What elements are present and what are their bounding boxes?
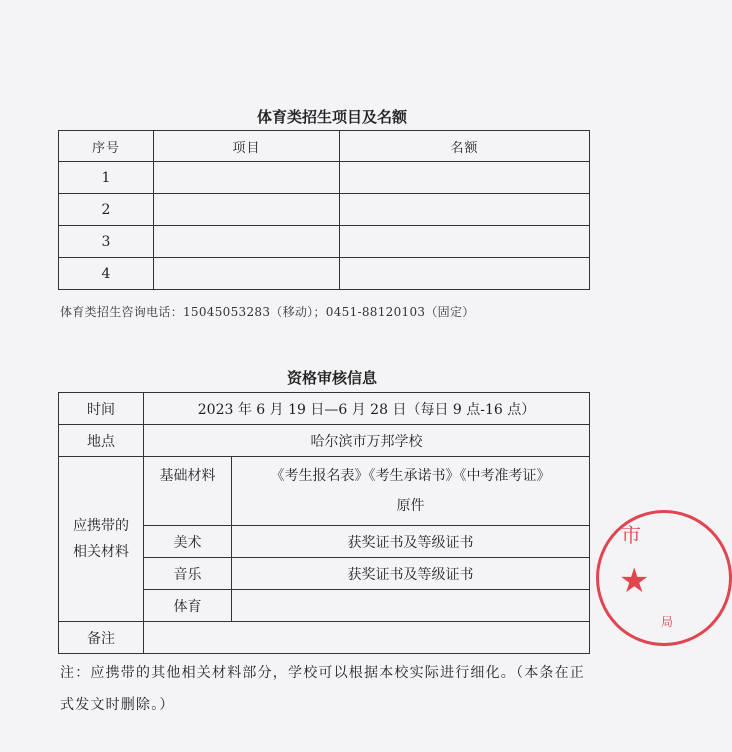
quota-table [58,130,590,290]
table-row [59,162,590,194]
official-seal [596,510,732,646]
art-label: 美术 [144,526,232,558]
header-quota: 名额 [340,131,590,162]
remark-value [144,622,590,654]
contact-phone: 体育类招生咨询电话：15045053283（移动）；0451-88120103（固定） [60,305,475,319]
table-row [59,226,590,258]
row-index: 3 [59,226,154,258]
seal-char-a: 市 [621,523,641,547]
review-table [58,392,590,654]
basic-value-line1: 《考生报名表》《考生承诺书》《中考准考证》 [270,468,551,484]
row-index: 1 [59,162,154,194]
pe-label: 体育 [144,590,232,622]
table-row [59,425,590,457]
seal-char-b: 局 [661,615,674,629]
place-label: 地点 [59,425,144,457]
art-value: 获奖证书及等级证书 [232,526,590,558]
row-index: 2 [59,194,154,226]
seal-star-icon: ★ [619,561,650,601]
table-header-row [59,131,590,162]
table-row [59,622,590,654]
time-label: 时间 [59,393,144,425]
music-label: 音乐 [144,558,232,590]
header-item: 项目 [154,131,340,162]
table-row [59,457,590,526]
table-row [59,393,590,425]
basic-value [232,457,590,526]
basic-label: 基础材料 [144,457,232,526]
place-value: 哈尔滨市万邦学校 [144,425,590,457]
row-index: 4 [59,258,154,290]
table-row [59,258,590,290]
materials-label-line2: 相关材料 [73,544,129,560]
header-index: 序号 [59,131,154,162]
pe-value [232,590,590,622]
footnote: 注：应携带的其他相关材料部分，学校可以根据本校实际进行细化。（本条在正式发文时删除。） [60,665,585,713]
table-row [59,194,590,226]
materials-label-line1: 应携带的 [73,518,129,534]
table1-title: 体育类招生项目及名额 [256,108,407,126]
remark-label: 备注 [59,622,144,654]
materials-label [59,457,144,622]
time-value: 2023 年 6 月 19 日—6 月 28 日（每日 9 点-16 点） [144,393,590,425]
table2-title: 资格审核信息 [286,369,377,387]
music-value: 获奖证书及等级证书 [232,558,590,590]
basic-value-line2: 原件 [396,498,425,514]
